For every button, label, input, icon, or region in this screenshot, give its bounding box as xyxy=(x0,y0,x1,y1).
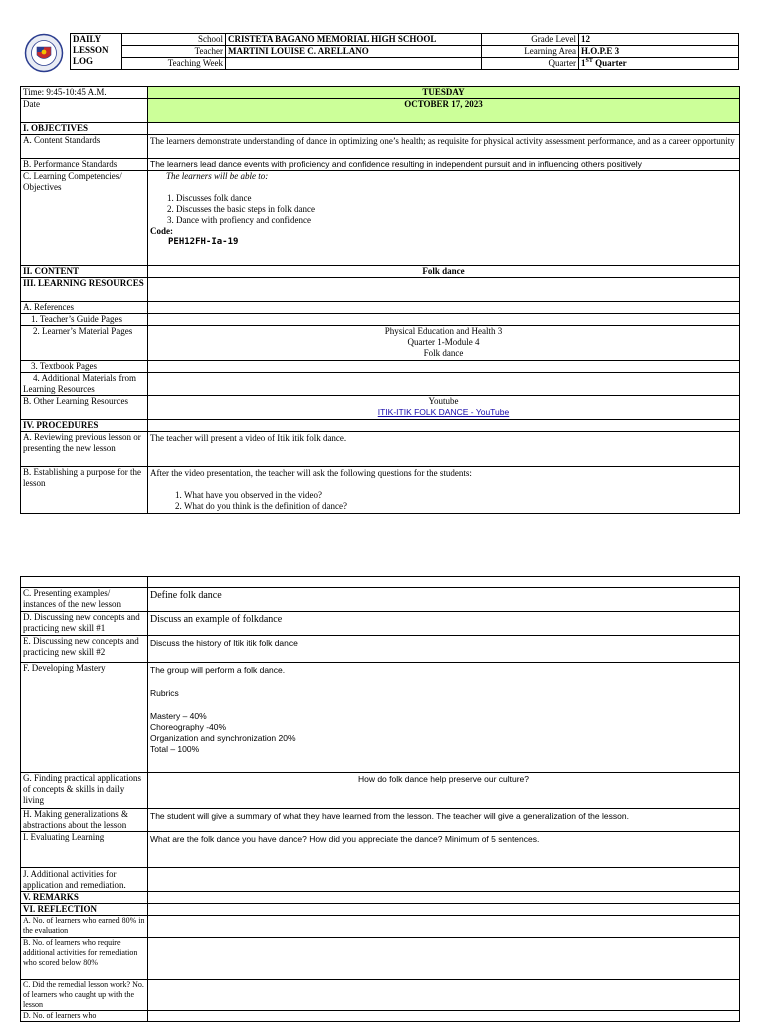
youtube-link[interactable]: ITIK-ITIK FOLK DANCE - YouTube xyxy=(377,407,510,417)
procedure-b-cell: After the video presentation, the teacher will ask the following questions for the students: 1. What have you observed in the video? 2. What do you think is the definition of dance? xyxy=(148,467,740,514)
teachers-guide-label: 1. Teacher’s Guide Pages xyxy=(21,314,148,326)
content-standards-label: A. Content Standards xyxy=(21,135,148,159)
learners-material-label: 2. Learner’s Material Pages xyxy=(21,326,148,361)
school-value: CRISTETA BAGANO MEMORIAL HIGH SCHOOL xyxy=(226,34,482,46)
reflection-c-label: C. Did the remedial lesson work? No. of learners who caught up with the lesson xyxy=(21,980,148,1011)
doc-type-label: DAILY LESSON LOG xyxy=(71,34,122,70)
resources-heading: III. LEARNING RESOURCES xyxy=(21,278,148,302)
content-standards-value: The learners demonstrate understanding of dance in optimizing one’s health; as requisite for physical activity assessment performance, and as a career opportunity xyxy=(148,135,740,159)
procedure-e-label: E. Discussing new concepts and practicing new skill #2 xyxy=(21,636,148,663)
grade-value: 12 xyxy=(579,34,739,46)
teacher-label: Teacher xyxy=(122,46,226,58)
reflection-b-label: B. No. of learners who require additional activities for remediation who scored below 80% xyxy=(21,938,148,980)
performance-standards-value: The learners lead dance events with proficiency and confidence resulting in independent pursuit and in influencing others positively xyxy=(148,159,740,171)
reflection-heading: VI. REFLECTION xyxy=(21,904,148,916)
procedure-e-value: Discuss the history of Itik itik folk dance xyxy=(148,636,740,663)
procedure-b-label: B. Establishing a purpose for the lesson xyxy=(21,467,148,514)
procedure-f-cell: The group will perform a folk dance. Rubrics Mastery – 40% Choreography -40% Organization and synchronization 20% Total – 100% xyxy=(148,663,740,773)
competencies-cell xyxy=(148,171,740,266)
procedure-c-value: Define folk dance xyxy=(148,588,740,612)
procedure-h-label: H. Making generalizations & abstractions about the lesson xyxy=(21,809,148,832)
date-label: Date xyxy=(21,99,148,123)
rubric-item: Choreography -40% xyxy=(150,722,227,732)
textbook-pages-label: 3. Textbook Pages xyxy=(21,361,148,373)
procedure-j-label: J. Additional activities for application and remediation. xyxy=(21,868,148,892)
lesson-log-table-1 xyxy=(20,86,740,514)
time-cell: Time: 9:45-10:45 A.M. xyxy=(21,87,148,99)
procedures-heading: IV. PROCEDURES xyxy=(21,420,148,432)
procedure-h-value: The student will give a summary of what they have learned from the lesson. The teacher will give a generalization of the lesson. xyxy=(148,809,740,832)
purpose-question: 2. What do you think is the definition of dance? xyxy=(184,501,737,512)
quarter-label: Quarter xyxy=(482,58,579,70)
procedure-i-label: I. Evaluating Learning xyxy=(21,832,148,868)
remarks-heading: V. REMARKS xyxy=(21,892,148,904)
learners-material-value: Physical Education and Health 3 Quarter 1-Module 4 Folk dance xyxy=(148,326,740,361)
lesson-log-table-2 xyxy=(20,576,740,1022)
deped-seal-logo xyxy=(22,33,66,73)
quarter-value: 1ST Quarter xyxy=(579,58,739,70)
area-value: H.O.P.E 3 xyxy=(579,46,739,58)
procedure-i-value: What are the folk dance you have dance? How did you appreciate the dance? Minimum of 5 sentences. xyxy=(148,832,740,868)
rubric-item: Total – 100% xyxy=(150,744,200,754)
competencies-label: C. Learning Competencies/ Objectives xyxy=(21,171,148,266)
content-heading: II. CONTENT xyxy=(21,266,148,278)
week-value xyxy=(226,58,482,70)
procedure-d-value: Discuss an example of folkdance xyxy=(148,612,740,636)
procedure-d-label: D. Discussing new concepts and practicing new skill #1 xyxy=(21,612,148,636)
procedure-a-value: The teacher will present a video of Itik itik folk dance. xyxy=(148,432,740,467)
area-label: Learning Area xyxy=(482,46,579,58)
competency-item: 3. Dance with profiency and confidence xyxy=(176,215,737,226)
rubric-item: Mastery – 40% xyxy=(150,711,207,721)
references-label: A. References xyxy=(21,302,148,314)
date-value: OCTOBER 17, 2023 xyxy=(148,99,740,123)
other-resources-value: Youtube ITIK-ITIK FOLK DANCE - YouTube xyxy=(148,396,740,420)
procedure-g-label: G. Finding practical applications of concepts & skills in daily living xyxy=(21,773,148,809)
objectives-heading: I. OBJECTIVES xyxy=(21,123,148,135)
day-header: TUESDAY xyxy=(148,87,740,99)
teacher-value: MARTINI LOUISE C. ARELLANO xyxy=(226,46,482,58)
procedure-c-label: C. Presenting examples/ instances of the new lesson xyxy=(21,588,148,612)
competency-item: 2. Discusses the basic steps in folk dance xyxy=(176,204,737,215)
competency-item: 1. Discusses folk dance xyxy=(176,193,737,204)
school-label: School xyxy=(122,34,226,46)
competency-code: PEH12FH-Ia-19 xyxy=(168,237,239,247)
code-label: Code: xyxy=(150,226,173,236)
procedure-a-label: A. Reviewing previous lesson or presenting the new lesson xyxy=(21,432,148,467)
competencies-intro: The learners will be able to: xyxy=(166,171,269,181)
grade-label: Grade Level xyxy=(482,34,579,46)
additional-materials-label: 4. Additional Materials from Learning Resources xyxy=(21,373,148,396)
header-table xyxy=(70,33,739,70)
purpose-question: 1. What have you observed in the video? xyxy=(184,490,737,501)
reflection-d-label: D. No. of learners who xyxy=(21,1011,148,1022)
week-label: Teaching Week xyxy=(122,58,226,70)
rubric-item: Organization and synchronization 20% xyxy=(150,733,296,743)
procedure-g-value: How do folk dance help preserve our culture? xyxy=(148,773,740,809)
procedure-f-label: F. Developing Mastery xyxy=(21,663,148,773)
reflection-a-label: A. No. of learners who earned 80% in the evaluation xyxy=(21,916,148,938)
content-value: Folk dance xyxy=(148,266,740,278)
performance-standards-label: B. Performance Standards xyxy=(21,159,148,171)
other-resources-label: B. Other Learning Resources xyxy=(21,396,148,420)
